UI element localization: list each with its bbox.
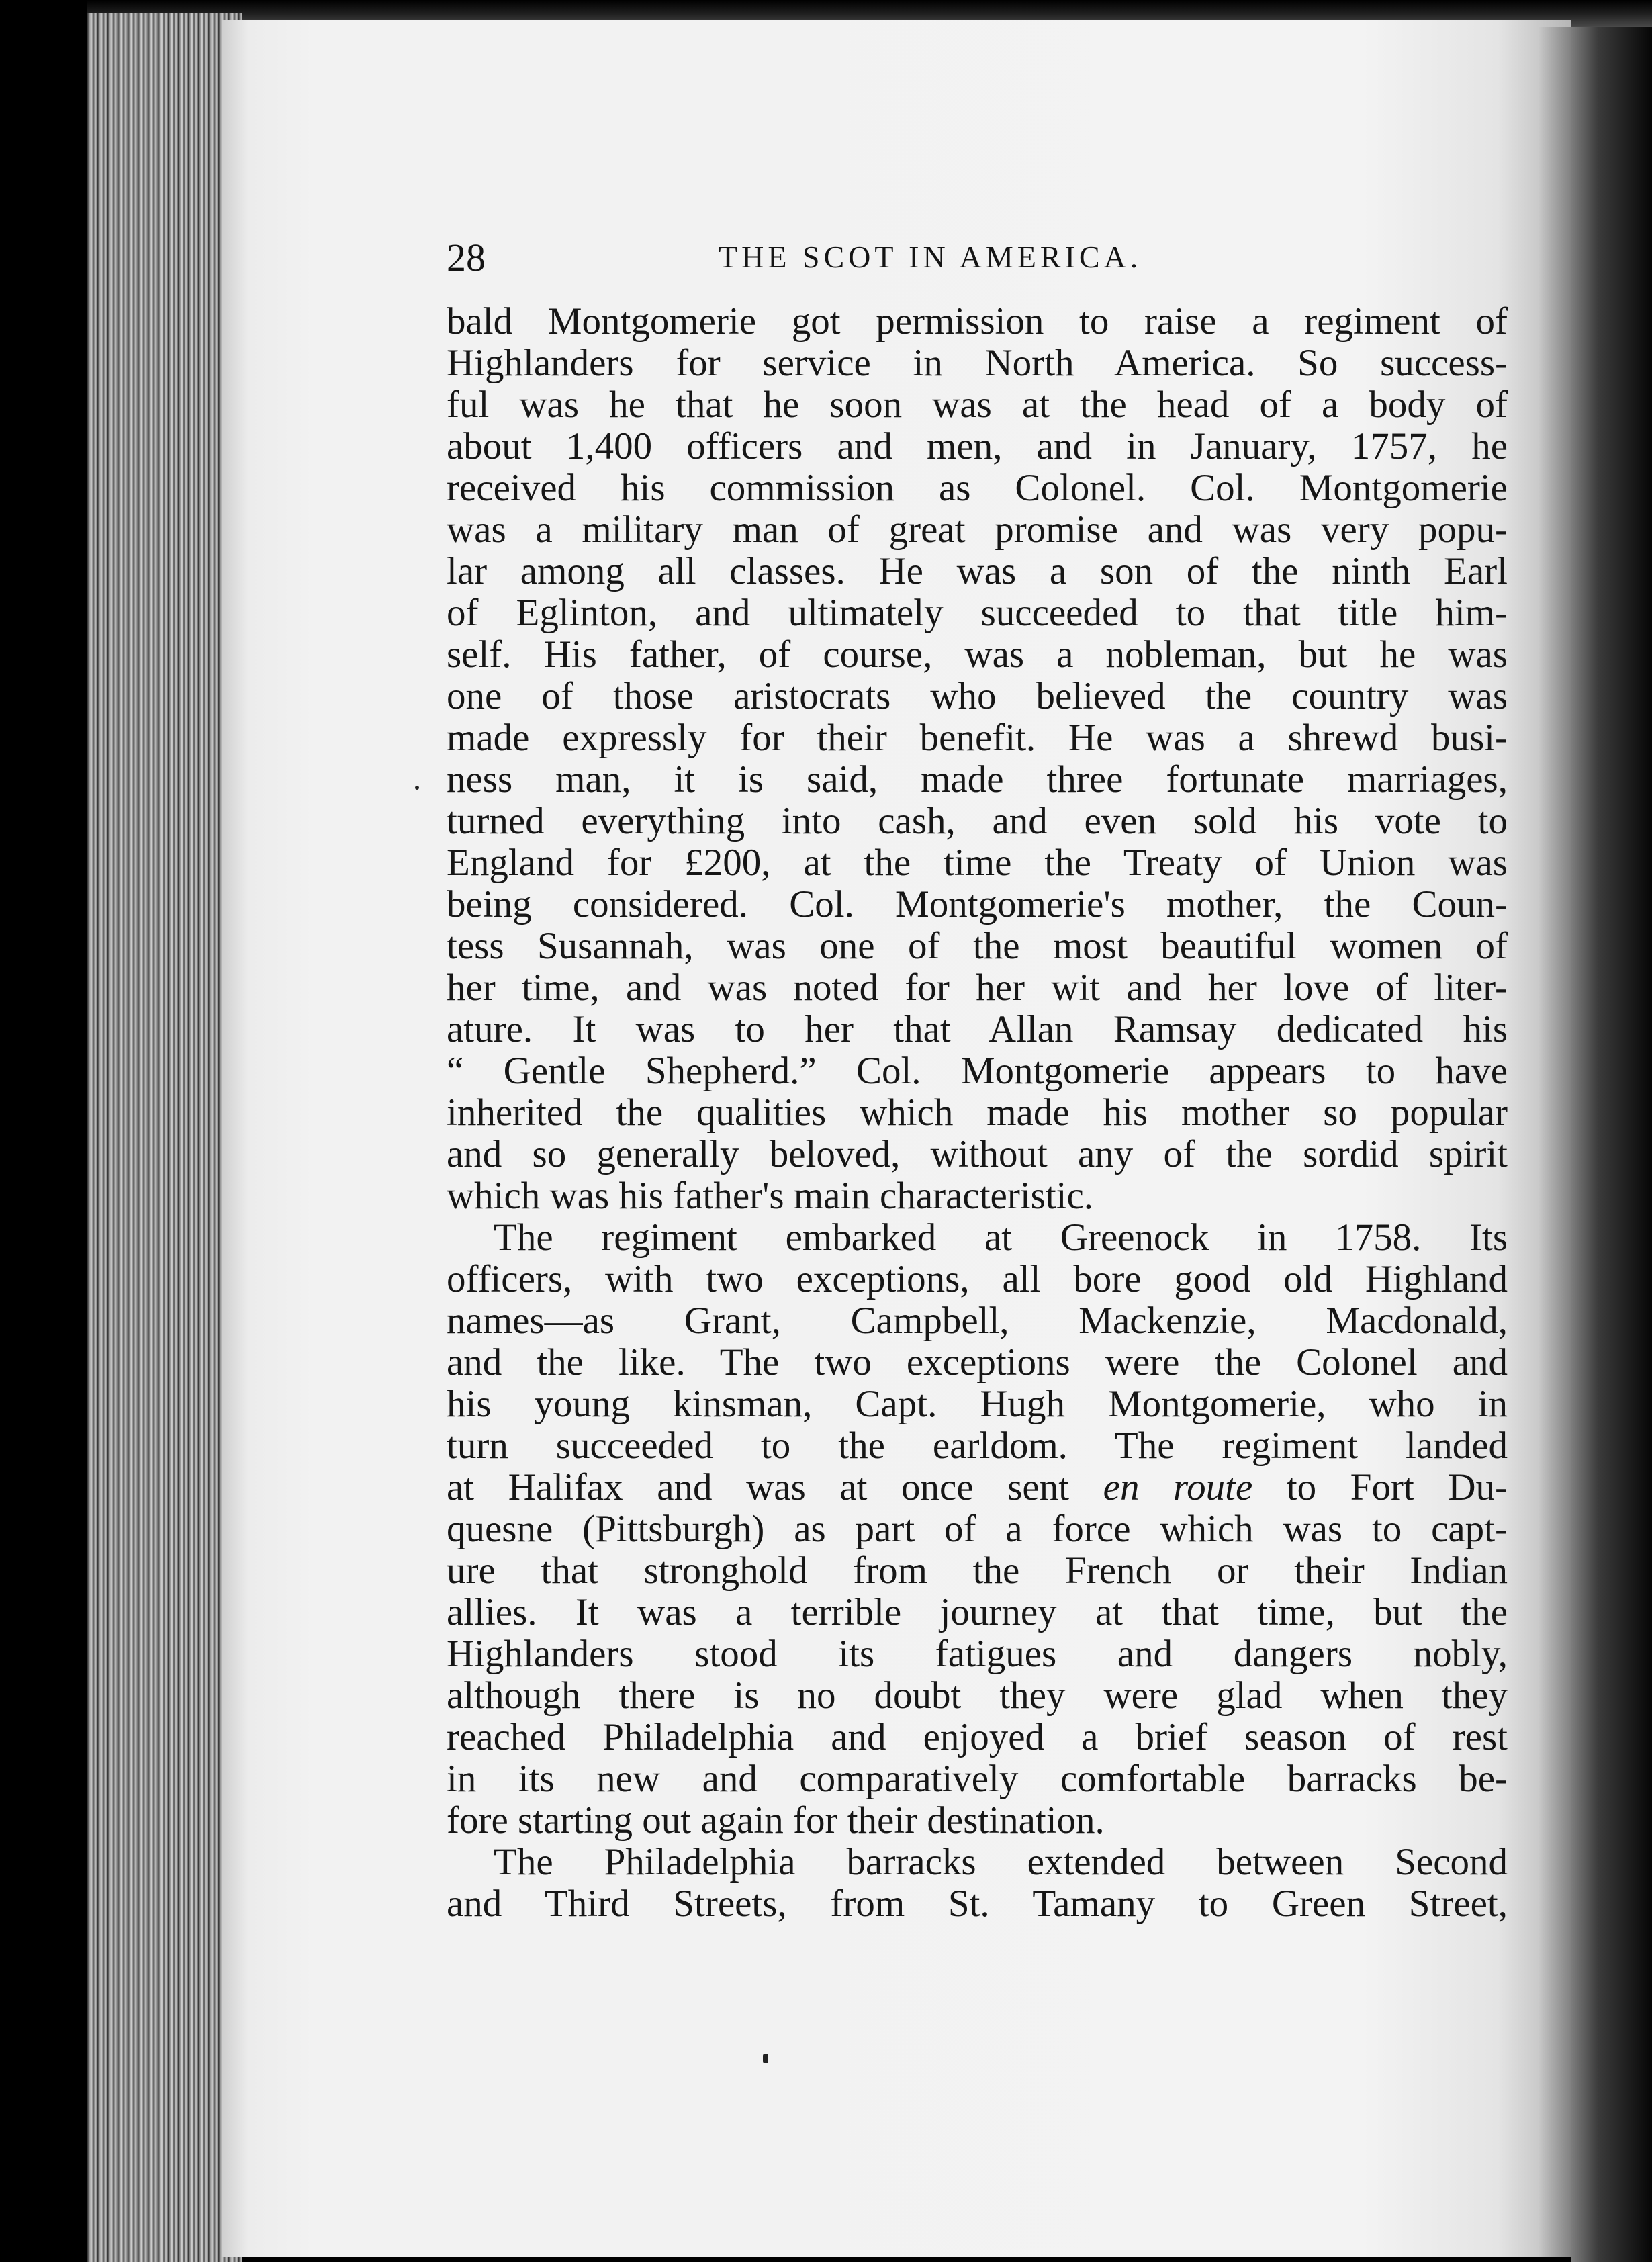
text-line: Highlanders for service in North America. So success- [447,342,1508,384]
text-line: reached Philadelphia and enjoyed a brief season of rest [447,1716,1508,1758]
text-line: ful was he that he soon was at the head of a body of [447,383,1508,426]
text-line: ness man, it is said, made three fortunate marriages, [447,758,1508,801]
text-line: inherited the qualities which made his mother so popular [447,1091,1508,1134]
text-line: fore starting out again for their destination. [447,1799,1105,1842]
scan-speck [415,786,419,790]
text-line: received his commission as Colonel. Col. Montgomerie [447,467,1508,509]
text-line: lar among all classes. He was a son of the ninth Earl [447,550,1508,592]
text-line-with-italic [447,1467,1508,1508]
page-number: 28 [447,236,486,279]
text-line: names—as Grant, Campbell, Mackenzie, Macdonald, [447,1300,1508,1342]
scan-speck [763,2054,768,2063]
text-line: of Eglinton, and ultimately succeeded to that title him- [447,592,1508,634]
text-line: although there is no doubt they were glad when they [447,1674,1508,1717]
running-title: THE SCOT IN AMERICA. [719,240,1142,274]
text-line: about 1,400 officers and men, and in January, 1757, he [447,425,1508,467]
text-line: allies. It was a terrible journey at that time, but the [447,1591,1508,1633]
text-line: her time, and was noted for her wit and her love of liter- [447,966,1508,1009]
text-line: Highlanders stood its fatigues and dangers nobly, [447,1633,1508,1675]
text-line: The Philadelphia barracks extended between Second [494,1841,1508,1883]
text-line: and Third Streets, from St. Tamany to Green Street, [447,1883,1508,1925]
text-line: tess Susannah, was one of the most beautiful women of [447,925,1508,967]
text-line: The regiment embarked at Greenock in 1758. Its [494,1216,1508,1259]
text-line: ure that stronghold from the French or their Indian [447,1549,1508,1592]
text-line: being considered. Col. Montgomerie's mother, the Coun- [447,883,1508,925]
body-text [447,301,1508,1925]
book-page-edges [87,13,242,2262]
line-segment: to Fort Du- [1286,1466,1508,1508]
text-line: one of those aristocrats who believed the country was [447,675,1508,717]
running-head [447,235,1212,289]
text-line: was a military man of great promise and was very popu- [447,508,1508,551]
text-line: and so generally beloved, without any of the sordid spirit [447,1133,1508,1175]
book-binding-edge [1571,27,1652,2262]
text-line: made expressly for their benefit. He was a shrewd busi- [447,717,1508,759]
text-line: turned everything into cash, and even sold his vote to [447,800,1508,842]
text-line: and the like. The two exceptions were the Colonel and [447,1341,1508,1384]
text-line: self. His father, of course, was a nobleman, but he was [447,633,1508,676]
text-line: quesne (Pittsburgh) as part of a force which was to capt- [447,1508,1508,1550]
text-line: “ Gentle Shepherd.” Col. Montgomerie appears to have [447,1050,1508,1092]
text-line: which was his father's main characteristic. [447,1175,1094,1217]
line-segment: at Halifax and was at once sent [447,1466,1070,1508]
text-line: England for £200, at the time the Treaty of Union was [447,842,1508,884]
text-line: in its new and comparatively comfortable barracks be- [447,1758,1508,1800]
text-line: bald Montgomerie got permission to raise a regiment of [447,300,1508,343]
text-line: ature. It was to her that Allan Ramsay dedicated his [447,1008,1508,1050]
text-line: his young kinsman, Capt. Hugh Montgomerie, who in [447,1383,1508,1425]
text-line: turn succeeded to the earldom. The regiment landed [447,1424,1508,1467]
italic-phrase: en route [1103,1466,1253,1508]
text-line: officers, with two exceptions, all bore good old Highland [447,1258,1508,1300]
